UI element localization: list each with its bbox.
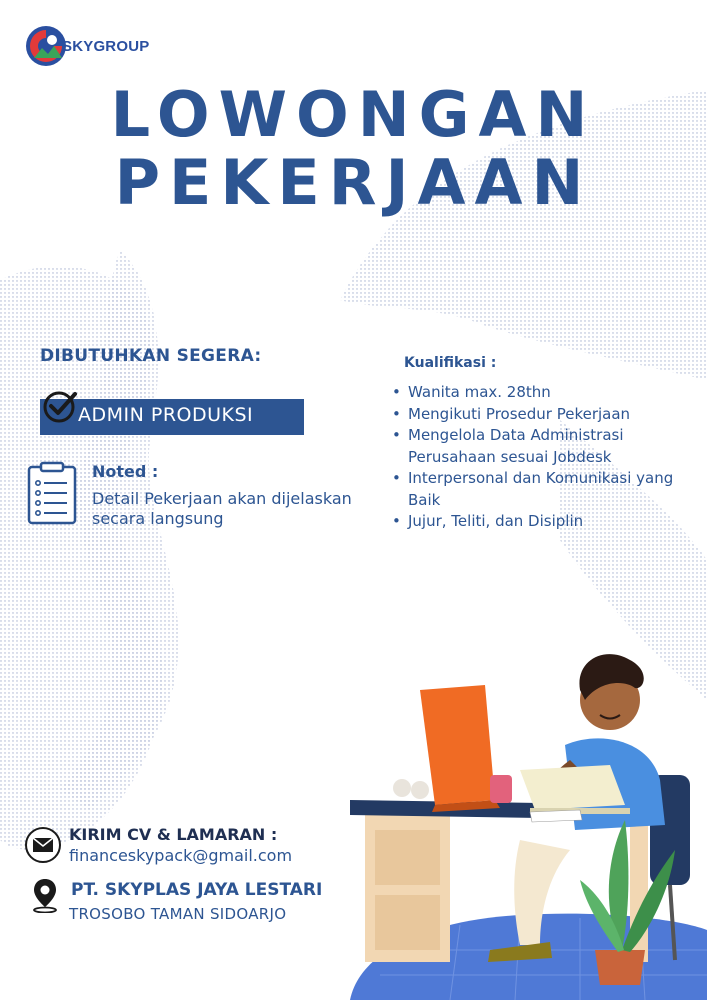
qualification-item: • Mengikuti Prosedur Pekerjaan [392, 404, 692, 426]
brand-name: SKYGROUP [62, 37, 150, 55]
contact-title: KIRIM CV & LAMARAN : [69, 825, 278, 844]
monitor [420, 685, 495, 805]
position-title: ADMIN PRODUKSI [78, 404, 254, 426]
headline-line-1: LOWONGAN [110, 78, 597, 151]
qualification-item: • Interpersonal dan Komunikasi yang Baik [392, 468, 692, 511]
note-title: Noted : [92, 462, 159, 481]
vacancy-heading: DIBUTUHKAN SEGERA: [40, 346, 262, 366]
qualifications-title: Kualifikasi : [404, 355, 497, 371]
contact-email[interactable]: financeskypack@gmail.com [69, 846, 293, 865]
company-name: PT. SKYPLAS JAYA LESTARI [71, 880, 323, 900]
headline-line-2: PEKERJAAN [114, 146, 593, 219]
map-pin-icon [31, 877, 59, 913]
mug [490, 775, 512, 803]
check-circle-icon [42, 388, 78, 424]
qualifications-list [392, 382, 692, 533]
worker-at-desk-illustration [340, 630, 707, 1000]
qualification-item: • Jujur, Teliti, dan Disiplin [392, 511, 692, 533]
note-text: Detail Pekerjaan akan dijelaskan secara langsung [92, 489, 352, 528]
clipboard-list-icon [27, 461, 77, 525]
qualification-item: • Mengelola Data Administrasi Perusahaan sesuai Jobdesk [392, 425, 692, 468]
qualification-item: • Wanita max. 28thn [392, 382, 692, 404]
company-address: TROSOBO TAMAN SIDOARJO [69, 905, 287, 923]
headphones [393, 779, 411, 797]
brand-logo [24, 24, 149, 68]
envelope-icon [24, 826, 62, 864]
laptop [520, 765, 625, 810]
plant-pot [595, 950, 645, 985]
